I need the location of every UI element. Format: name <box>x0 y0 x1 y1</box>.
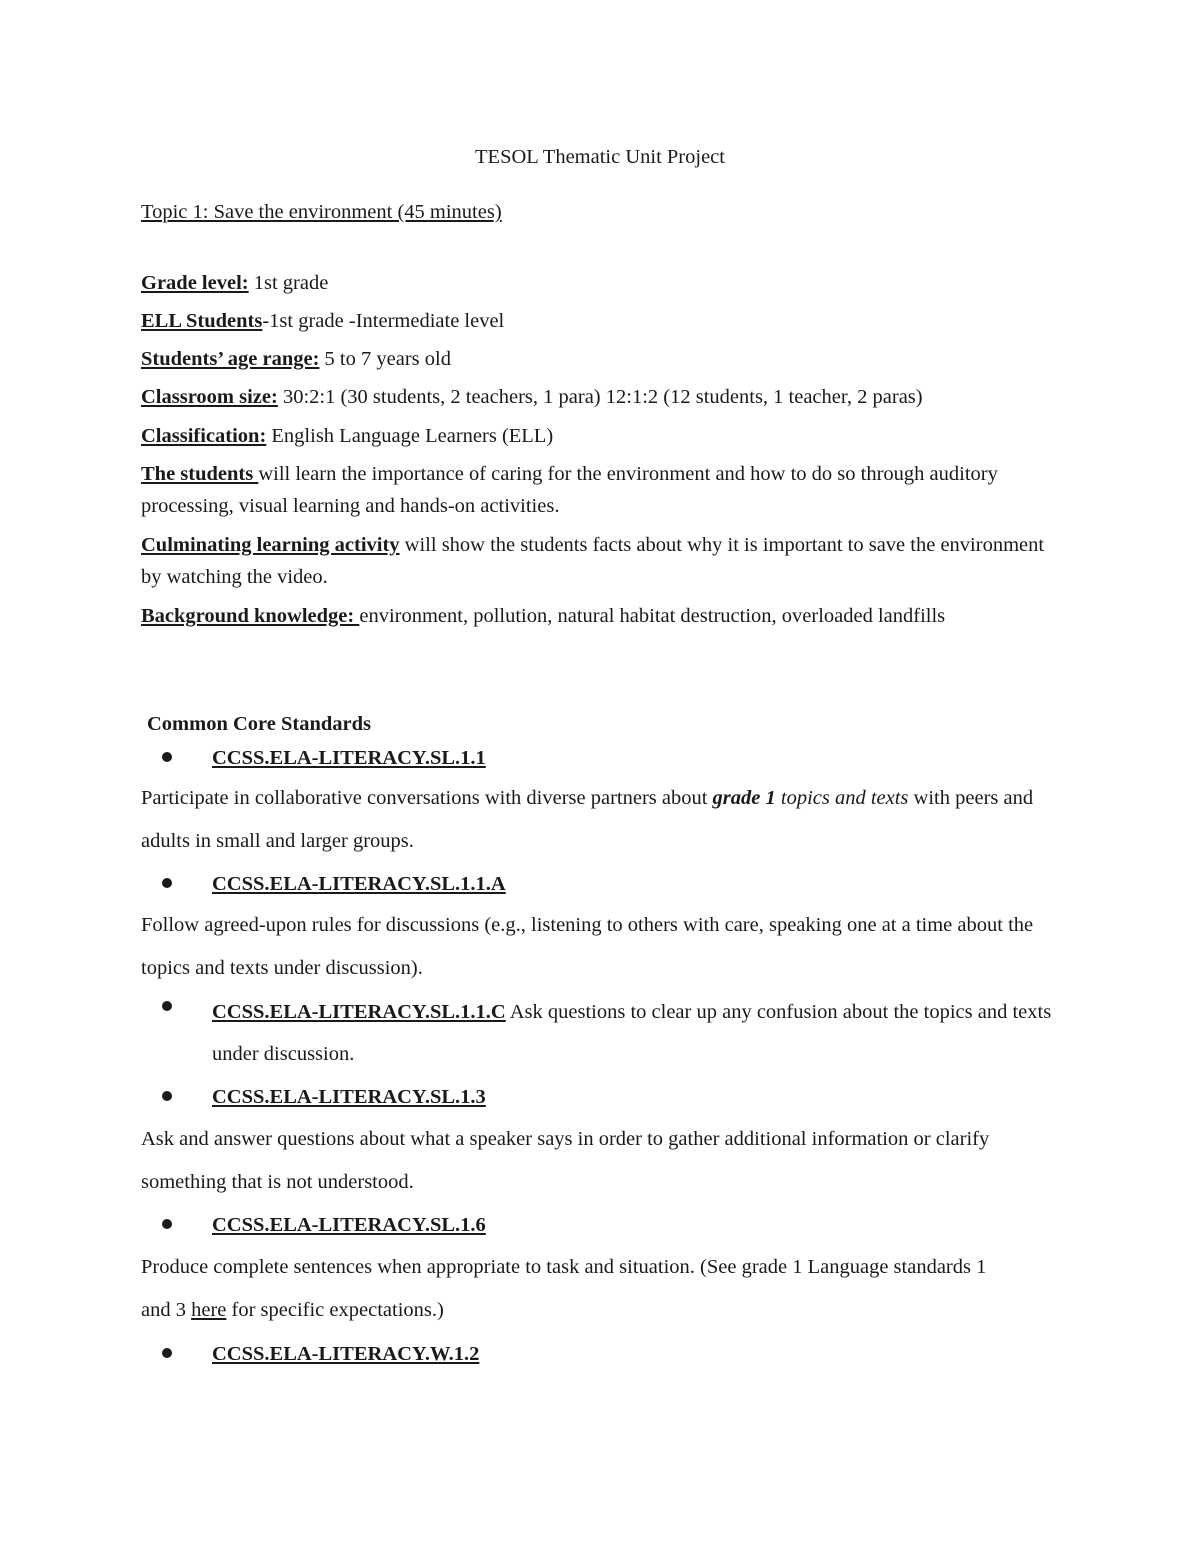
standard-code-link[interactable]: CCSS.ELA-LITERACY.W.1.2 <box>212 1343 480 1365</box>
standard-desc-text: Produce complete sentences when appropriate to task and situation. (See grade 1 Language standards 1 and 3 <box>141 1256 987 1321</box>
ell-students-value: -1st grade -Intermediate level <box>262 310 505 332</box>
age-range-label: Students’ age range: <box>141 348 320 370</box>
age-range-value: 5 to 7 years old <box>319 348 451 370</box>
standard-desc-italic: topics and texts <box>775 787 909 809</box>
standard-description <box>141 1246 1021 1332</box>
standard-desc-text: Participate in collaborative conversations with diverse partners about <box>141 787 713 809</box>
standard-code-link[interactable]: CCSS.ELA-LITERACY.SL.1.1.C <box>212 1001 506 1023</box>
standard-desc-text: for specific expectations.) <box>226 1299 444 1321</box>
here-link[interactable]: here <box>191 1299 227 1321</box>
standards-heading: Common Core Standards <box>147 713 371 735</box>
ell-students-label: ELL Students <box>141 310 263 332</box>
students-label: The students <box>141 463 259 485</box>
students-paragraph <box>141 458 1066 522</box>
bullet-icon <box>162 1348 172 1358</box>
culminating-label: Culminating learning activity <box>141 534 400 556</box>
standard-item <box>162 991 1062 1075</box>
classroom-size-line <box>141 381 1066 413</box>
standard-item <box>162 742 1062 774</box>
classification-value: English Language Learners (ELL) <box>266 425 554 447</box>
standard-description: Follow agreed-upon rules for discussions (e.g., listening to others with care, speaking one at a time about the topics and texts under discussion). <box>141 914 1034 979</box>
bullet-icon <box>162 1001 172 1011</box>
document-title: TESOL Thematic Unit Project <box>475 146 725 168</box>
standard-description <box>141 777 1066 863</box>
standard-description: Ask and answer questions about what a speaker says in order to gather additional information or clarify something that is not understood. <box>141 1128 990 1193</box>
standard-item <box>162 1338 1062 1370</box>
background-value: environment, pollution, natural habitat destruction, overloaded landfills <box>359 605 946 627</box>
ell-students-line <box>141 305 1066 337</box>
standard-code-link[interactable]: CCSS.ELA-LITERACY.SL.1.1.A <box>212 873 506 895</box>
standard-code-link[interactable]: CCSS.ELA-LITERACY.SL.1.6 <box>212 1214 486 1236</box>
standard-inline-text <box>212 991 1062 1075</box>
grade-level-line <box>141 267 1066 299</box>
classroom-size-value: 30:2:1 (30 students, 2 teachers, 1 para) 12:1:2 (12 students, 1 teacher, 2 paras) <box>277 386 923 408</box>
age-range-line <box>141 343 1066 375</box>
grade-level-label: Grade level: <box>141 272 249 294</box>
standard-code-link[interactable]: CCSS.ELA-LITERACY.SL.1.3 <box>212 1086 486 1108</box>
standard-item <box>162 1209 1062 1241</box>
bullet-icon <box>162 878 172 888</box>
standard-item <box>162 1081 1062 1113</box>
culminating-paragraph <box>141 529 1066 593</box>
classroom-size-label: Classroom size: <box>141 386 278 408</box>
bullet-icon <box>162 1091 172 1101</box>
grade-level-value: 1st grade <box>248 272 329 294</box>
standard-desc-text: with peers and adults in small and larger groups. <box>141 787 1034 852</box>
culminating-value: will show the students facts about why it is important to save the environment by watching the video. <box>141 534 1045 588</box>
classification-label: Classification: <box>141 425 267 447</box>
standard-item <box>162 868 1062 900</box>
bullet-icon <box>162 752 172 762</box>
bullet-icon <box>162 1219 172 1229</box>
standard-code-link[interactable]: CCSS.ELA-LITERACY.SL.1.1 <box>212 747 486 769</box>
students-value: will learn the importance of caring for the environment and how to do so through auditory processing, visual learning and hands-on activities. <box>141 463 998 517</box>
standard-desc-text: Ask questions to clear up any confusion about the topics and texts under discussion. <box>212 1001 1052 1065</box>
topic-heading: Topic 1: Save the environment (45 minutes) <box>141 201 502 223</box>
standard-desc-bold-italic: grade 1 <box>712 787 776 809</box>
background-paragraph <box>141 600 1001 632</box>
classification-line <box>141 420 1066 452</box>
background-label: Background knowledge: <box>141 605 360 627</box>
